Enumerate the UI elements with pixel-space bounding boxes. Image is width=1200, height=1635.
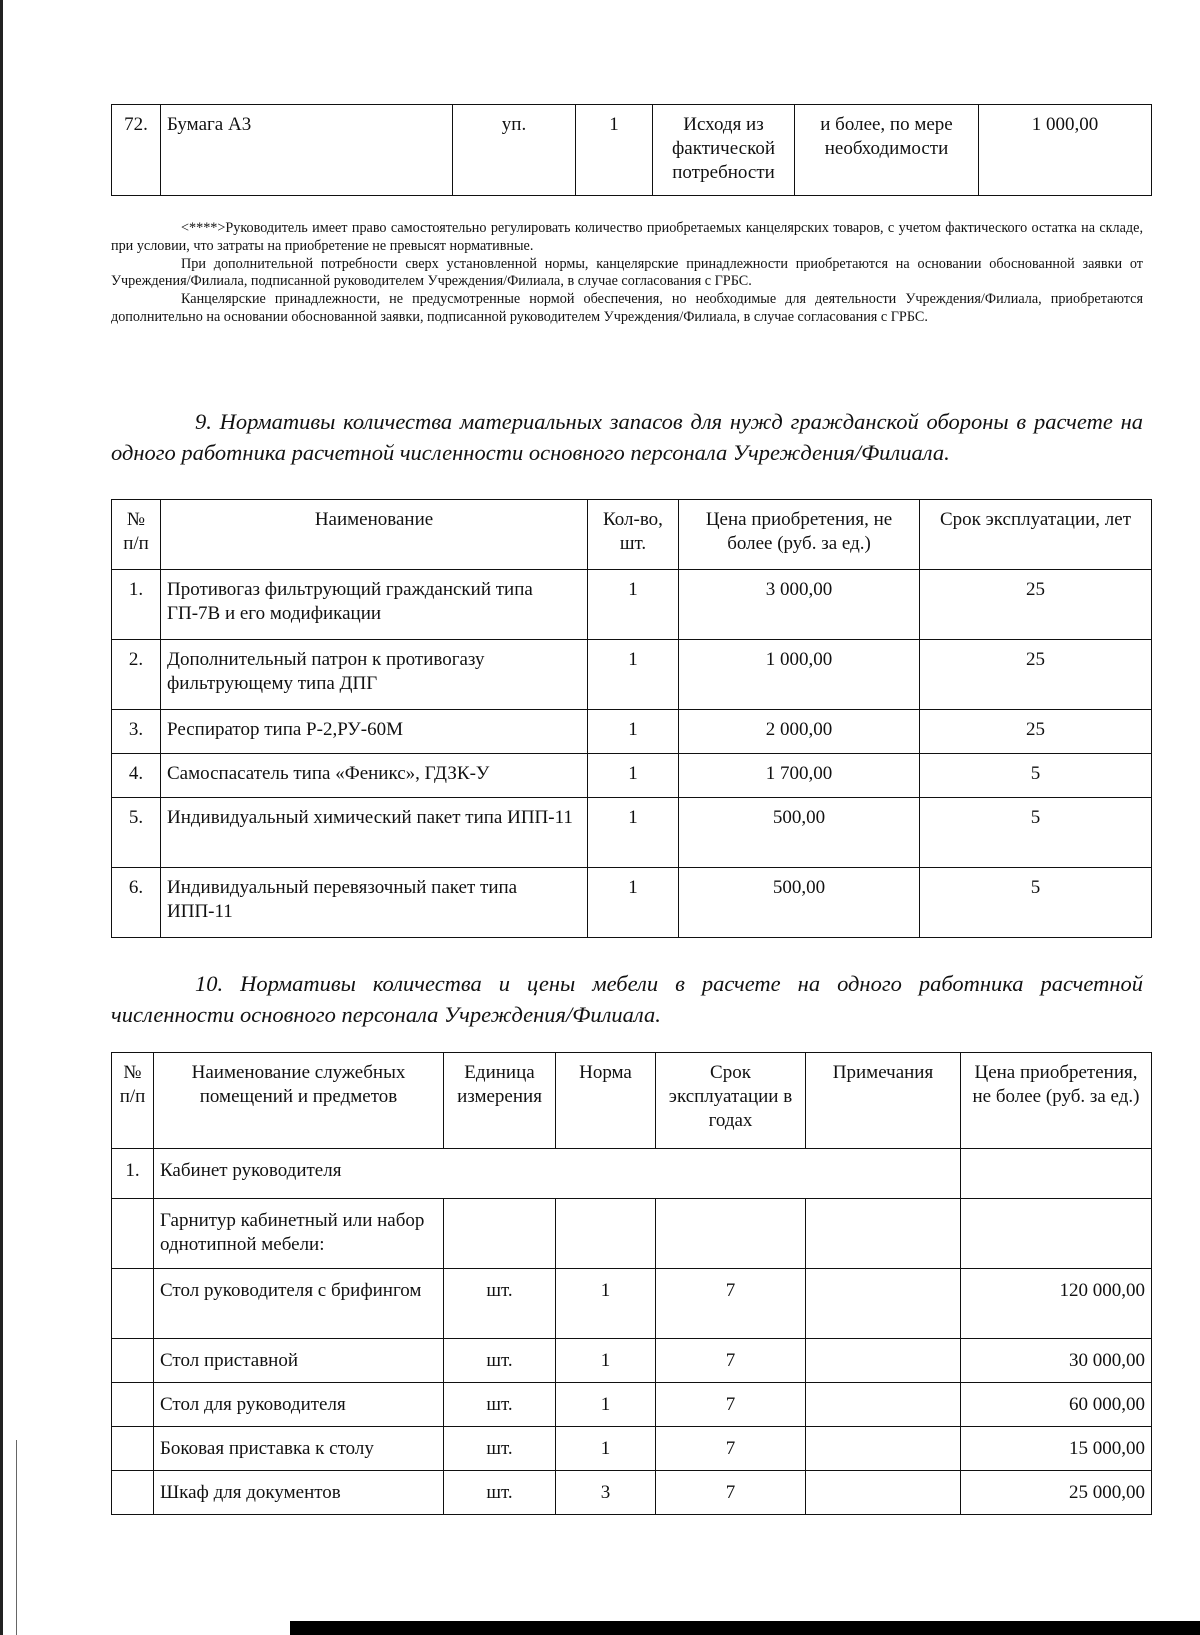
- price: 2 000,00: [679, 710, 920, 754]
- stationery-table-tail: [111, 104, 1152, 196]
- footnotes: [111, 220, 1143, 327]
- term: 7: [656, 1471, 806, 1515]
- header-num: № п/п: [112, 1053, 154, 1149]
- empty-cell: [556, 1199, 656, 1269]
- item-name: Противогаз фильтрующий гражданский типа ГП-7В и его модификации: [161, 570, 588, 640]
- price: 15 000,00: [961, 1427, 1152, 1471]
- section-heading-text: 10. Нормативы количества и цены мебели в расчете на одного работника расчетной численности основного персонала Учреждения/Филиала.: [111, 971, 1143, 1027]
- header-name: Наименование: [161, 500, 588, 570]
- table-row: [112, 570, 1152, 640]
- price: 3 000,00: [679, 570, 920, 640]
- price: 1 000,00: [979, 105, 1152, 196]
- scan-margin-line: [16, 1440, 17, 1635]
- note: [806, 1427, 961, 1471]
- unit: шт.: [444, 1471, 556, 1515]
- item-name: Стол для руководителя: [154, 1383, 444, 1427]
- empty-cell: [112, 1427, 154, 1471]
- table-row: [112, 1383, 1152, 1427]
- term: 7: [656, 1339, 806, 1383]
- item-name: Стол руководителя с брифингом: [154, 1269, 444, 1339]
- item-name: Самоспасатель типа «Феникс», ГДЗК-У: [161, 754, 588, 798]
- note: [806, 1471, 961, 1515]
- row-number: 5.: [112, 798, 161, 868]
- header-price: Цена приобретения, не более (руб. за ед.): [961, 1053, 1152, 1149]
- header-term: Срок эксплуатации, лет: [920, 500, 1152, 570]
- table-row: [112, 798, 1152, 868]
- empty-cell: [806, 1199, 961, 1269]
- term: 7: [656, 1383, 806, 1427]
- empty-cell: [656, 1199, 806, 1269]
- civil-defense-table: [111, 499, 1152, 938]
- empty-cell: [112, 1471, 154, 1515]
- term: 5: [920, 868, 1152, 938]
- subgroup-name: Гарнитур кабинетный или набор однотипной мебели:: [154, 1199, 444, 1269]
- note-paragraph: Канцелярские принадлежности, не предусмотренные нормой обеспечения, но необходимые для деятельности Учреждения/Филиала, приобретаются дополнительно на основании обоснованной заявки, подписанной руководителем Учреждения/Филиала, в случае согласования с ГРБС.: [111, 291, 1143, 325]
- price: 500,00: [679, 868, 920, 938]
- note-paragraph: При дополнительной потребности сверх установленной нормы, канцелярские принадлежности приобретаются на основании обоснованной заявки от Учреждения/Филиала, подписанной руководителем Учреждения/Филиала, в случае согласования с ГРБС.: [111, 255, 1143, 290]
- subgroup-row: [112, 1199, 1152, 1269]
- row-number: 6.: [112, 868, 161, 938]
- note: [806, 1383, 961, 1427]
- table-row: [112, 710, 1152, 754]
- price: 30 000,00: [961, 1339, 1152, 1383]
- price: 1 000,00: [679, 640, 920, 710]
- item-name: Шкаф для документов: [154, 1471, 444, 1515]
- item-name: Стол приставной: [154, 1339, 444, 1383]
- quantity: 1: [588, 710, 679, 754]
- table-row: [112, 1427, 1152, 1471]
- item-name: Респиратор типа Р-2,РУ-60М: [161, 710, 588, 754]
- empty-cell: [112, 1339, 154, 1383]
- table-row: [112, 868, 1152, 938]
- term: 25: [920, 710, 1152, 754]
- quantity: 1: [576, 105, 653, 196]
- term: 25: [920, 570, 1152, 640]
- term: 7: [656, 1427, 806, 1471]
- unit: шт.: [444, 1339, 556, 1383]
- item-name: Индивидуальный химический пакет типа ИПП-11: [161, 798, 588, 868]
- empty-cell: [112, 1199, 154, 1269]
- header-unit: Единица измерения: [444, 1053, 556, 1149]
- header-qty: Кол-во, шт.: [588, 500, 679, 570]
- group-name: Кабинет руководителя: [154, 1149, 961, 1199]
- quantity: 1: [588, 868, 679, 938]
- row-number: 1.: [112, 570, 161, 640]
- term: 5: [920, 798, 1152, 868]
- table-header-row: [112, 1053, 1152, 1149]
- table-row: [112, 1269, 1152, 1339]
- scan-bottom-edge: [290, 1621, 1200, 1635]
- row-number: 72.: [112, 105, 161, 196]
- unit: шт.: [444, 1383, 556, 1427]
- unit: уп.: [453, 105, 576, 196]
- furniture-table: [111, 1052, 1152, 1515]
- quantity: 1: [588, 570, 679, 640]
- price: 120 000,00: [961, 1269, 1152, 1339]
- section-9-heading: [111, 406, 1143, 468]
- note: [806, 1339, 961, 1383]
- empty-cell: [961, 1199, 1152, 1269]
- norm: 3: [556, 1471, 656, 1515]
- norm: 1: [556, 1339, 656, 1383]
- table-row: [112, 1339, 1152, 1383]
- section-heading-text: 9. Нормативы количества материальных запасов для нужд гражданской обороны в расчете на одного работника расчетной численности основного персонала Учреждения/Филиала.: [111, 409, 1143, 465]
- unit: шт.: [444, 1269, 556, 1339]
- term: 5: [920, 754, 1152, 798]
- row-number: 4.: [112, 754, 161, 798]
- price: 60 000,00: [961, 1383, 1152, 1427]
- term: 25: [920, 640, 1152, 710]
- header-norm: Норма: [556, 1053, 656, 1149]
- empty-cell: [112, 1269, 154, 1339]
- table-row: [112, 754, 1152, 798]
- section-10-heading: [111, 968, 1143, 1030]
- header-num: № п/п: [112, 500, 161, 570]
- table-row: [112, 1471, 1152, 1515]
- empty-cell: [961, 1149, 1152, 1199]
- group-row: [112, 1149, 1152, 1199]
- item-name: Бумага А3: [161, 105, 453, 196]
- quantity: 1: [588, 754, 679, 798]
- row-number: 3.: [112, 710, 161, 754]
- term: 7: [656, 1269, 806, 1339]
- quantity: 1: [588, 798, 679, 868]
- price: 500,00: [679, 798, 920, 868]
- scan-left-edge: [0, 0, 3, 1635]
- row-number: 1.: [112, 1149, 154, 1199]
- table-row: [112, 105, 1152, 196]
- table-header-row: [112, 500, 1152, 570]
- note: [806, 1269, 961, 1339]
- basis: Исходя из фактической потребности: [653, 105, 795, 196]
- empty-cell: [112, 1383, 154, 1427]
- item-name: Дополнительный патрон к противогазу фильтрующему типа ДПГ: [161, 640, 588, 710]
- header-notes: Примечания: [806, 1053, 961, 1149]
- price: 1 700,00: [679, 754, 920, 798]
- norm: 1: [556, 1427, 656, 1471]
- unit: шт.: [444, 1427, 556, 1471]
- empty-cell: [444, 1199, 556, 1269]
- quantity: 1: [588, 640, 679, 710]
- row-number: 2.: [112, 640, 161, 710]
- item-name: Индивидуальный перевязочный пакет типа ИПП-11: [161, 868, 588, 938]
- note-paragraph: <****>Руководитель имеет право самостоятельно регулировать количество приобретаемых канцелярских товаров, с учетом фактического остатка на складе, при условии, что затраты на приобретение не превысят нормативные.: [111, 220, 1143, 254]
- price: 25 000,00: [961, 1471, 1152, 1515]
- item-name: Боковая приставка к столу: [154, 1427, 444, 1471]
- norm: 1: [556, 1383, 656, 1427]
- header-name: Наименование служебных помещений и предметов: [154, 1053, 444, 1149]
- table-row: [112, 640, 1152, 710]
- norm: 1: [556, 1269, 656, 1339]
- header-price: Цена приобретения, не более (руб. за ед.): [679, 500, 920, 570]
- condition: и более, по мере необходимости: [795, 105, 979, 196]
- header-term: Срок эксплуатации в годах: [656, 1053, 806, 1149]
